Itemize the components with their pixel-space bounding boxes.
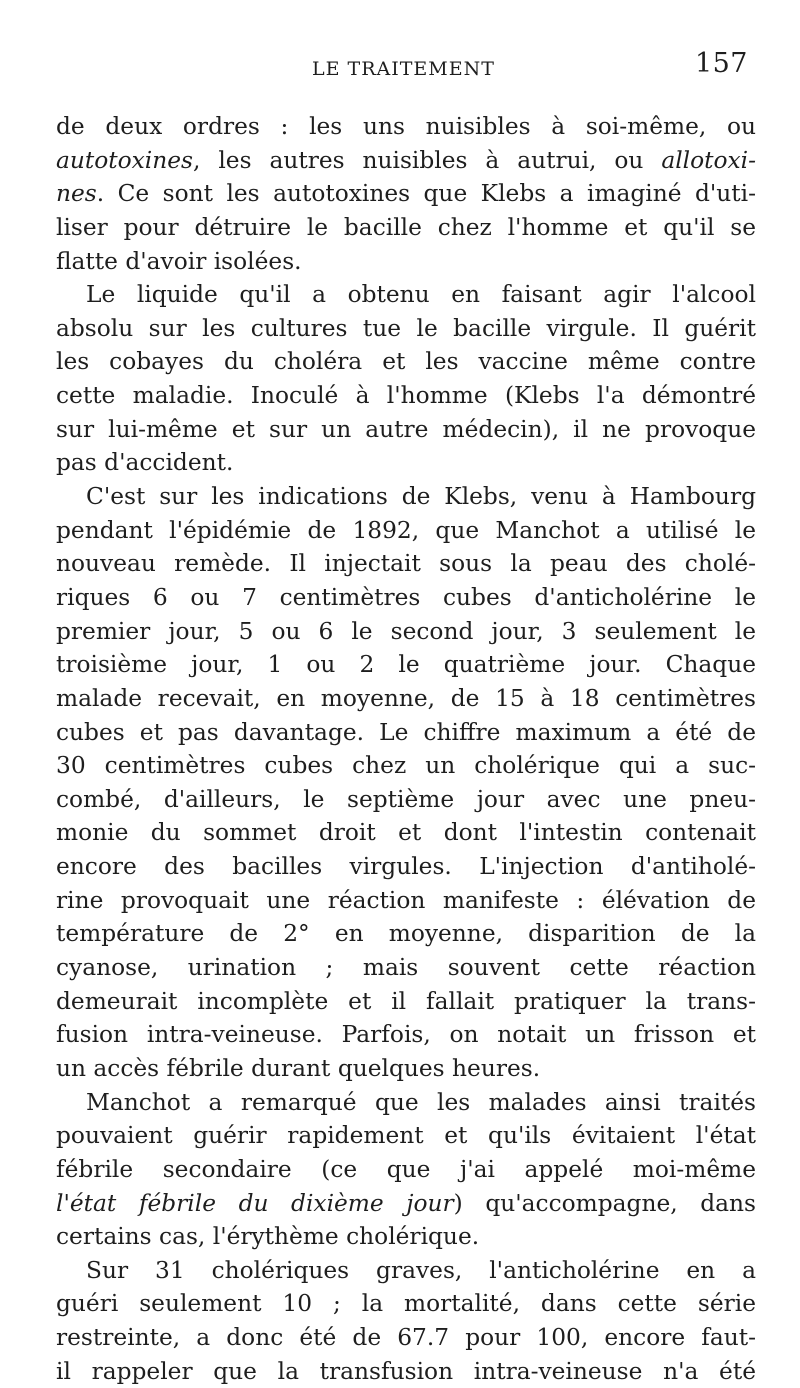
text-line: malade recevait, en moyenne, de 15 à 18 centimètres (56, 684, 756, 712)
text-line: combé, d'ailleurs, le septième jour avec une pneu- (56, 785, 756, 813)
italic-text: nes (56, 180, 97, 208)
text-line: absolu sur les cultures tue le bacille virgule. Il guérit (56, 314, 756, 342)
text-line: cette maladie. Inoculé à l'homme (Klebs l'a démontré (56, 382, 756, 410)
text-line: pouvaient guérir rapidement et qu'ils évitaient l'état (56, 1122, 756, 1150)
text-line: restreinte, a donc été de 67.7 pour 100, encore faut- (56, 1324, 756, 1352)
text-line: fusion intra-veineuse. Parfois, on notait un frisson et (56, 1021, 756, 1049)
text-segment: . Ce sont les autotoxines que Klebs a imaginé d'uti- (96, 180, 756, 208)
text-segment: , les autres nuisibles à autrui, ou (193, 146, 662, 174)
text-line: monie du sommet droit et dont l'intestin contenait (56, 819, 756, 847)
text-line: encore des bacilles virgules. L'injection d'antiholé- (56, 853, 756, 881)
text-line: liser pour détruire le bacille chez l'homme et qu'il se (56, 213, 756, 241)
italic-text: l'état fébrile du dixième jour (56, 1189, 454, 1217)
text-line: Le liquide qu'il a obtenu en faisant agir l'alcool (86, 281, 756, 309)
body-text (56, 110, 756, 1388)
text-segment: ) qu'accompagne, dans (453, 1189, 757, 1217)
text-line: fébrile secondaire (ce que j'ai appelé moi-même (56, 1155, 756, 1183)
text-line: flatte d'avoir isolées. (56, 247, 302, 275)
text-line: 30 centimètres cubes chez un cholérique qui a suc- (56, 752, 756, 780)
italic-text: allotoxi- (661, 146, 756, 174)
text-line (56, 144, 756, 178)
page-number: 157 (694, 48, 748, 79)
text-line (56, 1187, 756, 1221)
text-line: de deux ordres : les uns nuisibles à soi-même, ou (56, 113, 756, 140)
text-line: guéri seulement 10 ; la mortalité, dans cette série (56, 1290, 756, 1318)
text-line: nouveau remède. Il injectait sous la peau des cholé- (56, 550, 756, 578)
running-title: LE TRAITEMENT (312, 58, 495, 80)
text-line: demeurait incomplète et il fallait pratiquer la trans- (56, 987, 756, 1015)
text-line: troisième jour, 1 ou 2 le quatrième jour. Chaque (56, 651, 756, 679)
text-line: Manchot a remarqué que les malades ainsi traités (86, 1088, 756, 1116)
text-line: il rappeler que la transfusion intra-veineuse n'a été (56, 1357, 756, 1385)
text-line: Sur 31 cholériques graves, l'anticholérine en a (86, 1256, 756, 1284)
text-line: pendant l'épidémie de 1892, que Manchot a utilisé le (56, 516, 756, 544)
text-line: cyanose, urination ; mais souvent cette réaction (56, 954, 756, 982)
text-line: pas d'accident. (56, 449, 234, 477)
italic-text: autotoxines (56, 146, 194, 174)
page-header (56, 46, 756, 88)
text-line: premier jour, 5 ou 6 le second jour, 3 seulement le (56, 617, 756, 645)
text-line: un accès fébrile durant quelques heures. (56, 1054, 541, 1082)
text-line: cubes et pas davantage. Le chiffre maximum a été de (56, 718, 756, 746)
text-line: les cobayes du choléra et les vaccine même contre (56, 348, 756, 376)
text-line: certains cas, l'érythème cholérique. (56, 1223, 480, 1251)
text-line: température de 2° en moyenne, disparition de la (56, 920, 756, 948)
text-line: riques 6 ou 7 centimètres cubes d'anticholérine le (56, 583, 756, 611)
text-line (56, 177, 756, 211)
text-line: sur lui-même et sur un autre médecin), il ne provoque (56, 415, 756, 443)
book-page (56, 46, 757, 1385)
text-line: rine provoquait une réaction manifeste : élévation de (56, 886, 756, 914)
text-line: C'est sur les indications de Klebs, venu à Hambourg (86, 483, 756, 511)
